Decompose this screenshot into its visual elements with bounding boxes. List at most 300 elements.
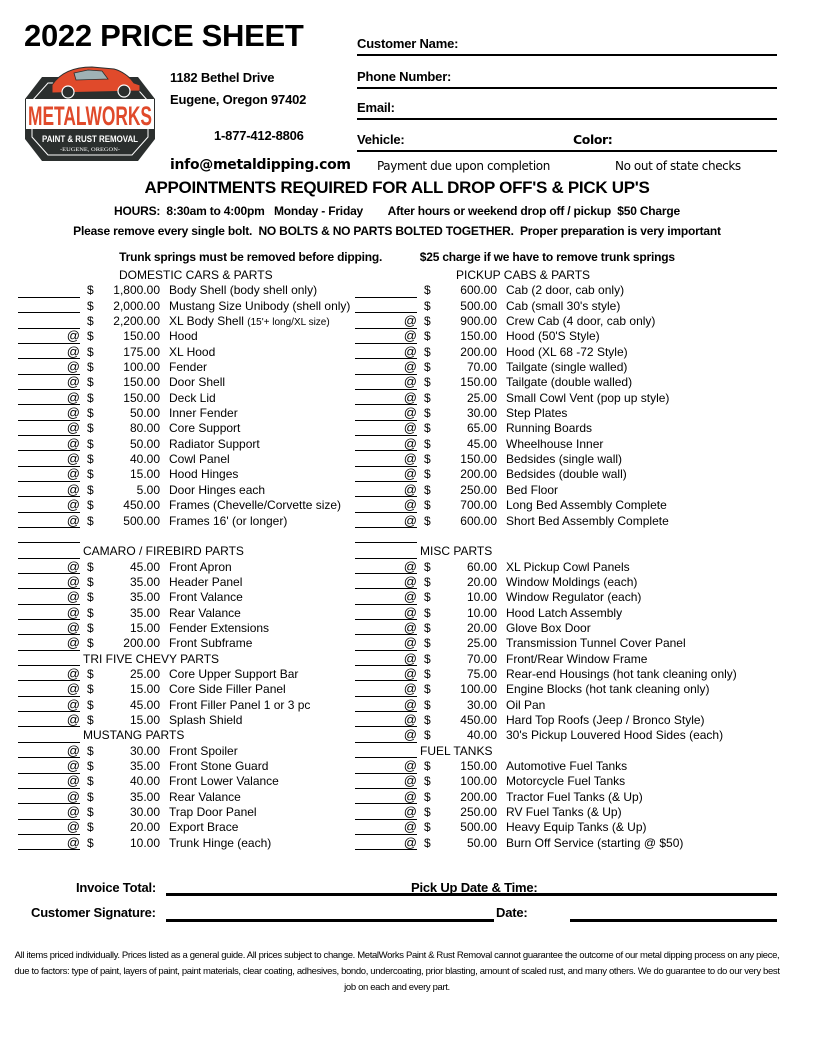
quantity-blank[interactable] [18,588,80,605]
address-line-1: 1182 Bethel Drive [170,70,275,85]
quantity-blank[interactable] [355,419,417,436]
item-description-text: Window Regulator (each) [506,590,642,605]
item-price: 250.00 [460,482,497,497]
currency-symbol: $ [87,283,94,298]
quantity-blank[interactable] [355,803,417,820]
currency-symbol: $ [87,452,94,467]
quantity-blank[interactable] [18,450,80,467]
at-symbol: @ [403,604,417,620]
item-price: 30.00 [466,697,497,712]
item-price: 150.00 [460,759,497,773]
quantity-blank[interactable] [355,818,417,835]
currency-symbol: $ [87,774,94,789]
item-price: 2,000.00 [113,298,160,313]
quantity-blank[interactable] [355,634,417,651]
item-description [169,360,207,374]
quantity-blank[interactable] [355,711,417,728]
item-description [506,314,655,328]
at-symbol: @ [66,589,80,605]
quantity-blank[interactable] [355,465,417,482]
item-price: 700.00 [460,498,497,513]
quantity-blank[interactable] [18,619,80,636]
item-price: 15.00 [129,467,160,482]
item-description-text: Front Filler Panel 1 or 3 pc [169,697,311,712]
at-symbol: @ [403,512,417,528]
quantity-blank[interactable] [18,772,80,789]
item-price: 200.00 [460,789,497,804]
item-description-text: Radiator Support [169,436,260,451]
logo-brand-text: METALWORKS [28,101,152,131]
item-price: 45.00 [129,697,160,712]
disclaimer-text: All items priced individually. Prices listed as a general guide. All prices subject to change. MetalWorks Paint & Rust Removal cannot guarantee the outcome of our metal dipping process on any piece, due to factors: type of paint, layers of paint, paint materials, clear coating, adhesives, bondo, undercoating, prior blasting, amount of scaled rust, and many others. We do guarantee to do our very best job on each and every part. [14,950,780,993]
item-price: 900.00 [460,314,497,329]
item-description [506,406,567,420]
quantity-blank[interactable] [18,297,80,314]
item-price: 30.00 [129,805,160,820]
quantity-blank[interactable] [355,834,417,851]
quantity-blank[interactable] [18,389,80,406]
currency-symbol: $ [424,636,431,651]
item-description [506,560,630,574]
at-symbol: @ [66,696,80,712]
at-symbol: @ [66,389,80,405]
at-symbol: @ [403,359,417,375]
at-symbol: @ [403,804,417,820]
currency-symbol: $ [87,835,94,850]
item-description [169,713,242,727]
currency-symbol: $ [424,590,431,605]
item-description [506,590,641,604]
quantity-blank[interactable] [18,327,80,344]
currency-symbol: $ [87,329,94,344]
quantity-blank[interactable] [355,726,417,743]
at-symbol: @ [403,758,417,773]
item-price: 50.00 [466,835,497,850]
at-symbol: @ [66,359,80,375]
item-description [169,452,230,466]
item-price: 65.00 [466,421,497,436]
item-description [169,698,310,712]
item-price: 25.00 [466,636,497,651]
quantity-blank[interactable] [18,803,80,820]
item-description-text: Glove Box Door [506,620,591,635]
item-description [506,790,643,804]
at-symbol: @ [66,711,80,727]
currency-symbol: $ [424,666,431,681]
at-symbol: @ [66,328,80,344]
at-symbol: @ [403,819,417,835]
at-symbol: @ [403,696,417,712]
quantity-blank[interactable] [355,527,417,544]
quantity-blank[interactable] [18,419,80,436]
item-description [506,774,625,788]
quantity-blank[interactable] [18,696,80,713]
item-price: 150.00 [123,329,160,344]
currency-symbol: $ [424,452,431,467]
at-symbol: @ [66,451,80,467]
quantity-blank[interactable] [355,680,417,697]
at-symbol: @ [403,589,417,605]
at-symbol: @ [403,374,417,390]
quantity-blank[interactable] [18,742,80,759]
hours-notice: HOURS: 8:30am to 4:00pm Monday - Friday After hours or weekend drop off / pickup $50 Charge [114,204,680,218]
quantity-blank[interactable] [355,757,417,774]
item-description [506,820,647,834]
at-symbol: @ [66,497,80,513]
item-description-text: Hood Latch Assembly [506,605,623,620]
at-symbol: @ [403,451,417,467]
at-symbol: @ [403,466,417,482]
at-symbol: @ [403,343,417,359]
item-description-text: Body Shell (body shell only) [169,283,318,298]
currency-symbol: $ [87,605,94,620]
item-description [506,728,723,742]
payment-note: Payment due upon completion [377,159,550,173]
currency-symbol: $ [424,421,431,436]
item-description-text: Automotive Fuel Tanks [506,759,628,773]
currency-symbol: $ [424,498,431,513]
item-price: 45.00 [129,559,160,574]
item-price: 25.00 [129,666,160,681]
item-price: 150.00 [460,375,497,390]
email-field[interactable] [357,98,777,120]
quantity-blank[interactable] [355,496,417,513]
at-symbol: @ [66,405,80,421]
item-description [169,759,268,773]
item-description-text: Bedsides (double wall) [506,467,627,482]
currency-symbol: $ [424,682,431,697]
item-description [169,467,238,481]
item-description-text: Deck Lid [169,390,216,405]
item-description-text: Door Hinges each [169,482,266,497]
at-symbol: @ [403,711,417,727]
item-price: 35.00 [129,789,160,804]
currency-symbol: $ [87,436,94,451]
quantity-blank[interactable] [18,604,80,621]
item-description-text: Oil Pan [506,697,546,712]
currency-symbol: $ [424,375,431,390]
contact-email[interactable]: info@metaldipping.com [170,157,351,173]
at-symbol: @ [403,788,417,804]
item-price: 450.00 [123,498,160,513]
item-price: 40.00 [129,452,160,467]
quantity-blank[interactable] [355,772,417,789]
at-symbol: @ [403,389,417,405]
quantity-blank[interactable] [18,818,80,835]
item-description-text: Tailgate (double walled) [506,375,633,390]
item-price: 600.00 [460,513,497,528]
item-description [169,590,243,604]
item-price: 5.00 [136,482,160,497]
item-description-note: (15'+ long/XL size) [247,317,330,329]
at-symbol: @ [403,328,417,344]
currency-symbol: $ [424,360,431,375]
customer-name-field[interactable] [357,34,777,56]
quantity-blank[interactable] [355,573,417,590]
email-label: Email: [357,100,395,115]
item-description-text: Front/Rear Window Frame [506,651,648,666]
item-description-text: Core Support [169,421,241,436]
item-description-text: Trunk Hinge (each) [169,835,272,850]
quantity-blank[interactable] [18,435,80,452]
quantity-blank[interactable] [18,834,80,851]
at-symbol: @ [403,420,417,436]
section-title: CAMARO / FIREBIRD PARTS [83,544,244,559]
quantity-blank[interactable] [355,542,417,559]
quantity-blank[interactable] [355,297,417,314]
item-description-text: Fender [169,360,208,375]
item-description-text: Hood Hinges [169,467,239,482]
item-price: 35.00 [129,759,160,773]
at-symbol: @ [66,804,80,820]
item-price: 2,200.00 [113,314,160,329]
currency-symbol: $ [424,574,431,589]
quantity-blank[interactable] [355,358,417,375]
quantity-blank[interactable] [18,757,80,774]
phone-number-field[interactable] [357,67,777,89]
quantity-blank[interactable] [355,281,417,298]
item-price: 150.00 [123,390,160,405]
currency-symbol: $ [424,789,431,804]
quantity-blank[interactable] [355,604,417,621]
item-price: 200.00 [460,344,497,359]
quantity-blank[interactable] [18,634,80,651]
currency-symbol: $ [87,390,94,405]
section-title: TRI FIVE CHEVY PARTS [83,651,220,666]
quantity-blank[interactable] [355,558,417,575]
currency-symbol: $ [424,820,431,835]
at-symbol: @ [403,558,417,574]
item-description-text: Door Shell [169,375,226,390]
item-description-text: Motorcycle Fuel Tanks [506,774,626,789]
item-price: 40.00 [466,728,497,743]
currency-symbol: $ [87,759,94,773]
at-symbol: @ [403,435,417,451]
at-symbol: @ [403,573,417,589]
quantity-blank[interactable] [18,726,80,743]
currency-symbol: $ [424,712,431,727]
item-description-text: XL Hood [169,344,216,359]
trunk-springs-notice: Trunk springs must be removed before dipping. $25 charge if we have to remove trunk springs [119,250,675,264]
item-description-text: Cowl Panel [169,452,230,467]
item-price: 80.00 [129,421,160,436]
item-description [506,391,669,405]
item-price: 70.00 [466,651,497,666]
item-description-text: Mustang Size Unibody (shell only) [169,298,351,313]
at-symbol: @ [403,681,417,697]
item-description [169,682,286,696]
item-price: 50.00 [129,406,160,421]
at-symbol: @ [403,727,417,743]
quantity-blank[interactable] [355,327,417,344]
section-title: MUSTANG PARTS [83,728,185,743]
vehicle-label: Vehicle: [357,132,405,147]
item-price: 175.00 [123,344,160,359]
quantity-blank[interactable] [355,389,417,406]
quantity-blank[interactable] [355,619,417,636]
quantity-blank[interactable] [18,680,80,697]
currency-symbol: $ [87,712,94,727]
item-description-text: Hood (XL 68 -72 Style) [506,344,628,359]
bolts-notice: Please remove every single bolt. NO BOLTS & NO PARTS BOLTED TOGETHER. Proper preparation is very important [73,224,721,238]
item-price: 70.00 [466,360,497,375]
quantity-blank[interactable] [18,665,80,682]
quantity-blank[interactable] [18,465,80,482]
currency-symbol: $ [424,605,431,620]
at-symbol: @ [66,619,80,635]
quantity-blank[interactable] [355,481,417,498]
item-description-text: Hard Top Roofs (Jeep / Bronco Style) [506,712,705,727]
at-symbol: @ [403,650,417,666]
customer-name-label: Customer Name: [357,36,459,51]
item-description [169,606,241,620]
quantity-blank[interactable] [355,343,417,360]
item-description-text: Tailgate (single walled) [506,360,628,375]
at-symbol: @ [66,742,80,758]
item-description-text: Heavy Equip Tanks (& Up) [506,820,647,835]
item-description-text: Header Panel [169,574,243,589]
logo-graphic [22,59,158,165]
at-symbol: @ [66,573,80,589]
quantity-blank[interactable] [18,358,80,375]
at-symbol: @ [66,681,80,697]
quantity-blank[interactable] [18,527,80,544]
vehicle-color-field[interactable] [357,130,777,152]
quantity-blank[interactable] [18,512,80,529]
currency-symbol: $ [87,406,94,421]
item-description-text: Rear Valance [169,789,241,804]
item-description [506,575,637,589]
quantity-blank[interactable] [18,312,80,329]
item-description [169,514,287,528]
item-description [506,360,627,374]
logo-tagline: PAINT & RUST REMOVAL [42,134,139,144]
quantity-blank[interactable] [18,496,80,513]
quantity-blank[interactable] [355,742,417,759]
quantity-blank[interactable] [355,788,417,805]
quantity-blank[interactable] [18,373,80,390]
quantity-blank[interactable] [355,665,417,682]
item-description [169,421,240,435]
item-description [169,437,260,451]
currency-symbol: $ [424,759,431,773]
item-price: 30.00 [466,406,497,421]
at-symbol: @ [66,512,80,528]
item-price: 500.00 [460,820,497,835]
item-price: 50.00 [129,436,160,451]
item-price: 1,800.00 [113,283,160,298]
item-price: 500.00 [460,298,497,313]
quantity-blank[interactable] [355,373,417,390]
item-description-text: Hood [169,329,198,344]
currency-symbol: $ [87,636,94,651]
quantity-blank[interactable] [18,481,80,498]
page-title: 2022 PRICE SHEET [24,18,304,53]
item-description [506,329,600,343]
at-symbol: @ [66,773,80,789]
date-field[interactable] [570,919,777,922]
item-description-text: Running Boards [506,421,593,436]
item-description [506,805,622,819]
quantity-blank[interactable] [355,588,417,605]
quantity-blank[interactable] [18,711,80,728]
quantity-blank[interactable] [18,542,80,559]
quantity-blank[interactable] [355,512,417,529]
quantity-blank[interactable] [355,404,417,421]
currency-symbol: $ [87,498,94,513]
customer-signature-field[interactable] [166,919,494,922]
quantity-blank[interactable] [18,281,80,298]
currency-symbol: $ [87,666,94,681]
item-description [169,667,298,681]
invoice-total-field[interactable] [166,893,777,896]
item-price: 15.00 [129,712,160,727]
item-description [506,636,686,650]
item-price: 150.00 [123,375,160,390]
section-title: PICKUP CABS & PARTS [456,268,591,282]
quantity-blank[interactable] [355,312,417,329]
item-description-text: Tractor Fuel Tanks (& Up) [506,789,643,804]
item-description [169,621,269,635]
at-symbol: @ [403,665,417,681]
quantity-blank[interactable] [18,558,80,575]
item-description-text: Front Spoiler [169,743,238,758]
item-description [169,575,242,589]
item-price: 250.00 [460,805,497,820]
quantity-blank[interactable] [355,450,417,467]
at-symbol: @ [66,665,80,681]
currency-symbol: $ [424,406,431,421]
quantity-blank[interactable] [18,788,80,805]
item-price: 20.00 [466,620,497,635]
item-price: 25.00 [466,390,497,405]
quantity-blank[interactable] [18,650,80,667]
item-description-text: Frames 16' (or longer) [169,513,288,528]
item-description-text: Front Stone Guard [169,759,269,773]
item-description-text: Window Moldings (each) [506,574,638,589]
item-price: 150.00 [460,452,497,467]
at-symbol: @ [66,834,80,850]
item-description-text: Step Plates [506,406,568,421]
item-price: 100.00 [460,774,497,789]
item-description [169,375,225,389]
currency-symbol: $ [87,559,94,574]
currency-symbol: $ [424,467,431,482]
item-description-text: Core Upper Support Bar [169,666,299,681]
quantity-blank[interactable] [355,650,417,667]
invoice-total-label: Invoice Total: [76,880,157,895]
section-title: DOMESTIC CARS & PARTS [119,268,273,282]
quantity-blank[interactable] [355,696,417,713]
item-description [169,836,271,850]
item-price: 200.00 [460,467,497,482]
quantity-blank[interactable] [18,573,80,590]
item-description [506,283,624,297]
quantity-blank[interactable] [355,435,417,452]
at-symbol: @ [403,481,417,497]
quantity-blank[interactable] [18,404,80,421]
currency-symbol: $ [424,314,431,329]
quantity-blank[interactable] [18,343,80,360]
item-description-text: Bedsides (single wall) [506,452,623,467]
item-description-text: Rear Valance [169,605,241,620]
at-symbol: @ [66,420,80,436]
currency-symbol: $ [424,513,431,528]
currency-symbol: $ [424,329,431,344]
item-description [506,375,632,389]
appointments-notice: APPOINTMENTS REQUIRED FOR ALL DROP OFF'S & PICK UP'S [144,178,650,197]
item-description-text: Engine Blocks (hot tank cleaning only) [506,682,710,697]
